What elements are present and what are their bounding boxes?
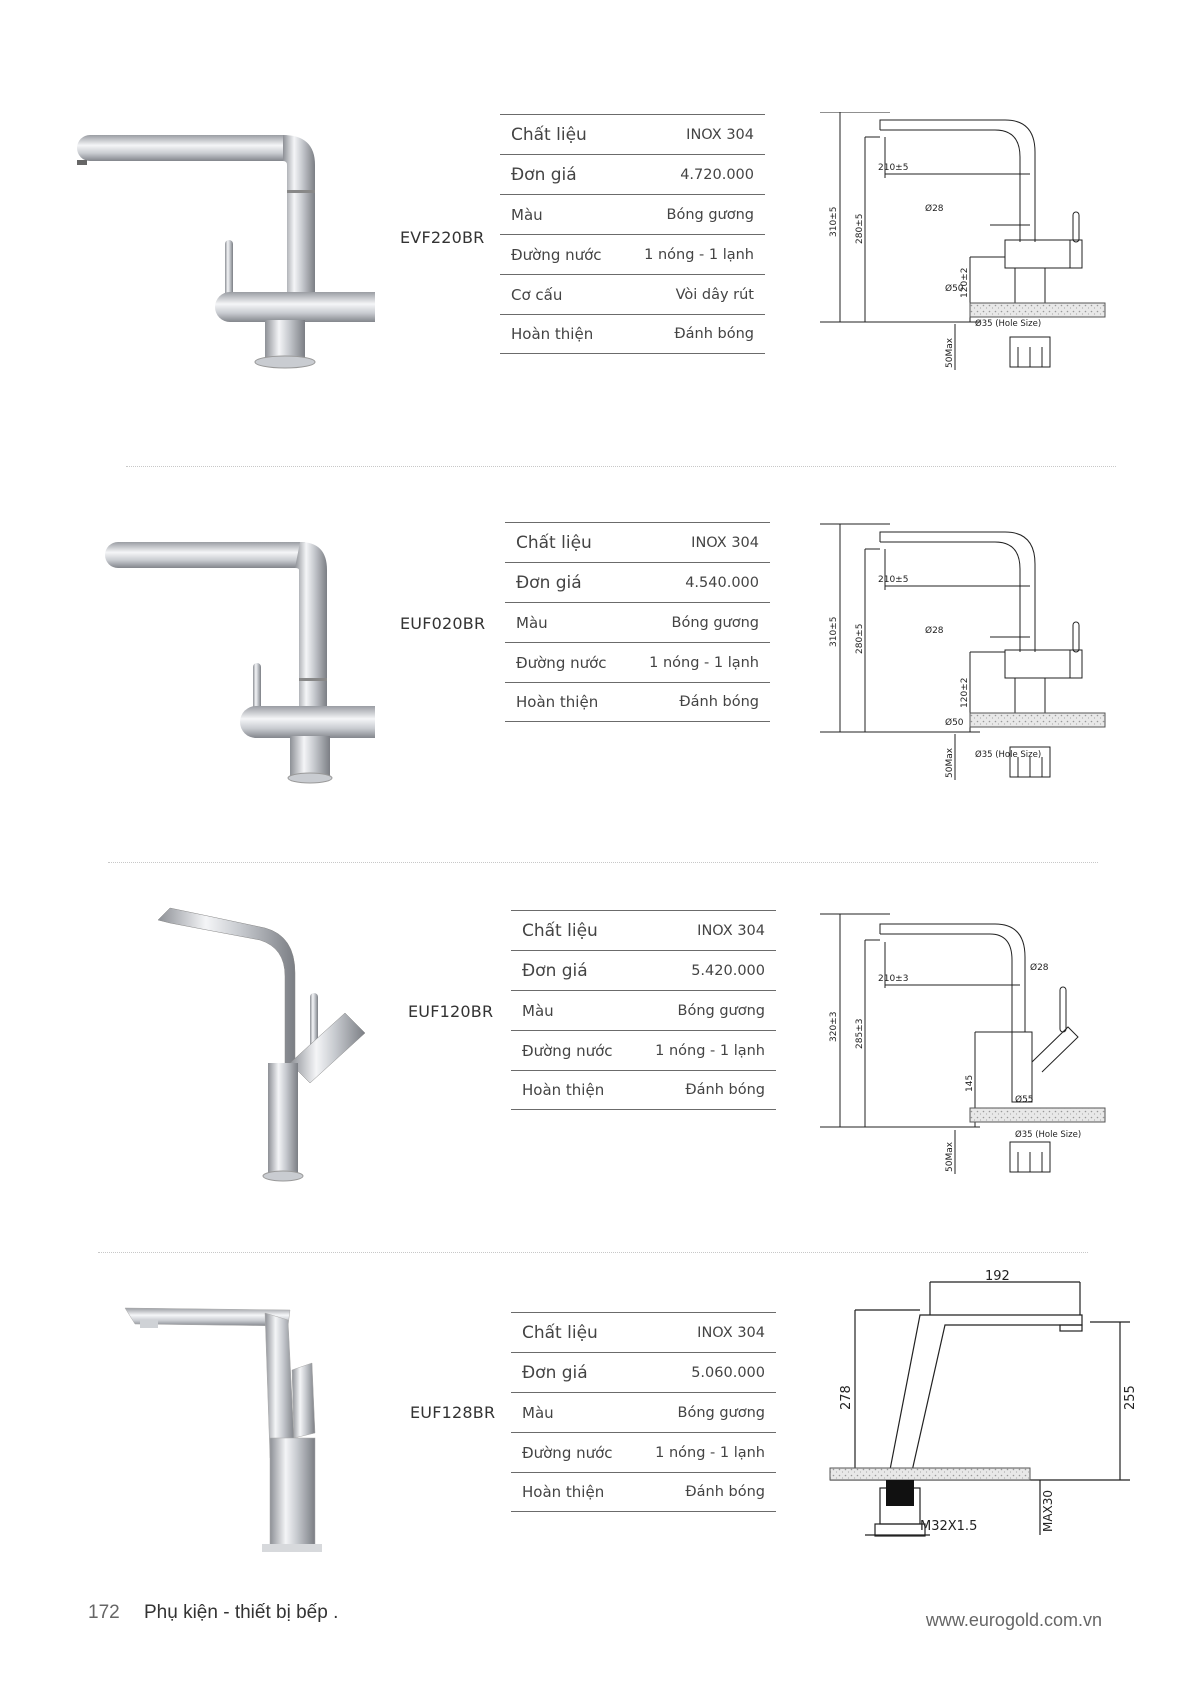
model-code: EUF120BR [408,1002,494,1021]
dim-h1: 310±5 [829,616,839,647]
section-divider [108,862,1098,863]
spec-row [511,950,776,990]
spec-row [500,234,765,274]
spec-value: 1 nóng - 1 lạnh [655,1042,765,1059]
spec-value: Đánh bóng [674,326,754,342]
spec-table [511,1312,776,1512]
dim-thread: M32X1.5 [920,1519,978,1534]
spec-label: Màu [522,1001,554,1020]
spec-row [511,1472,776,1512]
dim-d2: Ø50 [945,284,964,294]
dim-h1: 310±5 [829,206,839,237]
spec-label: Đơn giá [522,960,588,981]
spec-value: 1 nóng - 1 lạnh [655,1444,765,1461]
spec-label: Đường nước [522,1041,613,1060]
spec-label: Chất liệu [516,532,592,553]
faucet-image-euf120br [150,898,380,1188]
spec-table [505,522,770,722]
spec-label: Đường nước [516,653,607,672]
spec-label: Chất liệu [511,124,587,145]
spec-label: Hoàn thiện [522,1081,605,1099]
dim-reach: 210±5 [878,163,909,173]
dim-d2: Ø55 [1015,1095,1034,1105]
spec-row [511,1070,776,1110]
spec-value: 1 nóng - 1 lạnh [649,654,759,671]
spec-label: Đơn giá [522,1362,588,1383]
spec-row [505,602,770,642]
technical-drawing-euf128br [820,1270,1140,1570]
spec-row [511,1352,776,1392]
spec-value: INOX 304 [691,534,759,551]
spec-value: 4.540.000 [685,574,759,591]
spec-row [511,910,776,950]
spec-value: INOX 304 [697,1324,765,1341]
spec-row [500,314,765,354]
dim-h1: 320±3 [829,1011,839,1042]
dim-d1: Ø28 [1030,963,1049,973]
spec-table [511,910,776,1110]
spec-value: INOX 304 [697,922,765,939]
spec-table [500,114,765,354]
spec-label: Màu [511,205,543,224]
spec-row [500,274,765,314]
dim-top: 192 [985,1270,1010,1284]
dim-h2: 285±3 [855,1018,865,1049]
dim-hole: Ø35 (Hole Size) [975,750,1042,760]
dim-h3: 145 [965,1074,975,1092]
spec-label: Chất liệu [522,1322,598,1343]
spec-label: Chất liệu [522,920,598,941]
spec-row [511,1392,776,1432]
dim-reach: 210±3 [878,974,909,984]
technical-drawing-euf020br [820,522,1130,802]
section-divider [98,1252,1088,1253]
model-code: EVF220BR [400,228,485,247]
spec-label: Hoàn thiện [516,693,599,711]
spec-label: Đường nước [522,1443,613,1462]
spec-label: Đường nước [511,245,602,264]
spec-label: Màu [522,1403,554,1422]
faucet-image-euf020br [95,528,375,798]
dim-max: 50Max [945,747,955,778]
spec-value: Vòi dây rút [675,286,754,303]
section-title: Phụ kiện - thiết bị bếp . [144,1602,339,1623]
spec-value: 1 nóng - 1 lạnh [644,246,754,263]
spec-value: INOX 304 [686,126,754,143]
dim-max: 50Max [945,337,955,368]
spec-row [505,642,770,682]
spec-value: Bóng gương [677,1002,765,1019]
spec-row [511,1432,776,1472]
technical-drawing-evf220br [820,112,1130,392]
dim-reach: 210±5 [878,575,909,585]
dim-right: 255 [1123,1385,1138,1410]
page-number: 172 [88,1602,120,1623]
dim-left: 278 [839,1385,854,1410]
spec-value: 4.720.000 [680,166,754,183]
spec-label: Màu [516,613,548,632]
dim-h2: 280±5 [855,213,865,244]
spec-row [505,682,770,722]
dim-max: MAX30 [1041,1489,1055,1532]
website-link[interactable]: www.eurogold.com.vn [925,1610,1102,1630]
dim-d1: Ø28 [925,204,944,214]
spec-value: Đánh bóng [685,1484,765,1500]
dim-h2: 280±5 [855,623,865,654]
spec-label: Cơ cấu [511,285,563,304]
spec-value: 5.060.000 [691,1364,765,1381]
section-divider [126,466,1116,467]
technical-drawing-euf120br [820,912,1130,1192]
spec-label: Hoàn thiện [522,1483,605,1501]
spec-row [500,154,765,194]
spec-value: Đánh bóng [685,1082,765,1098]
dim-h3: 120±2 [960,677,970,708]
model-code: EUF020BR [400,614,486,633]
dim-d1: Ø28 [925,626,944,636]
dim-hole: Ø35 (Hole Size) [1015,1130,1082,1140]
spec-label: Hoàn thiện [511,325,594,343]
spec-row [500,114,765,154]
model-code: EUF128BR [410,1403,496,1422]
dim-h3: 120±2 [960,267,970,298]
spec-value: Bóng gương [677,1404,765,1421]
spec-row [505,522,770,562]
spec-row [500,194,765,234]
dim-d2: Ø50 [945,718,964,728]
spec-label: Đơn giá [511,164,577,185]
spec-row [511,1312,776,1352]
spec-label: Đơn giá [516,572,582,593]
spec-row [511,1030,776,1070]
spec-row [511,990,776,1030]
spec-value: Bóng gương [666,206,754,223]
faucet-image-euf128br [120,1298,350,1558]
spec-row [505,562,770,602]
spec-value: Bóng gương [671,614,759,631]
faucet-image-evf220br [65,120,375,380]
dim-hole: Ø35 (Hole Size) [975,319,1042,329]
spec-value: 5.420.000 [691,962,765,979]
spec-value: Đánh bóng [679,694,759,710]
dim-max: 50Max [945,1141,955,1172]
